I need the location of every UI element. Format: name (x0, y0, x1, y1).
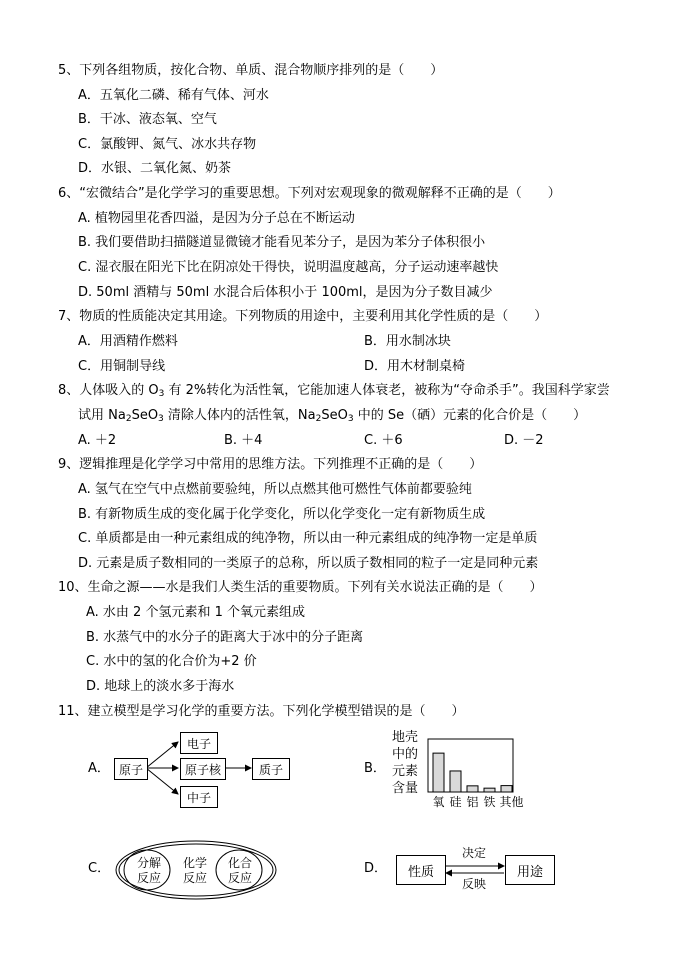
q5-option-a: A．五氧化二磷、稀有气体、河水 (78, 88, 269, 103)
chemical-reaction-text: 化学 反应 (182, 856, 207, 885)
atom-box: 原子 (114, 758, 148, 780)
q8-stem-line1: 8、人体吸入的 $O_3$ 有 2%转化为活性氧，它能加速人体衰老，被称为“夺命杀手”。我国科学家尝 (58, 383, 610, 399)
q8-stem-line2: 试用 $Na_2SeO_3$ 清除人体内的活性氧，$Na_2SeO_3$ 中的 Se（硒）元素的化合价是（ ） (78, 408, 587, 424)
use-box: 用途 (505, 855, 555, 885)
diagram-c-label: C． (88, 861, 111, 876)
q9-option-a: A. 氢气在空气中点燃前要验纯，所以点燃其他可燃性气体前都要验纯 (78, 482, 472, 497)
q8-option-d: D. －2 (504, 433, 544, 448)
q7-stem: 7、物质的性质能决定其用途。下列物质的用途中，主要利用其化学性质的是（ ） (58, 309, 548, 324)
category-label-4: 其他 (499, 795, 524, 809)
q8-option-c: C. ＋6 (364, 433, 403, 448)
arrow-atom-neutron (146, 768, 178, 794)
q10-option-b: B. 水蒸气中的水分子的距离大于冰中的分子距离 (86, 630, 364, 645)
q7-option-a: A．用酒精作燃料 (78, 334, 178, 349)
diagram-b-label: B． (364, 761, 386, 776)
reflects-text: 反映 (461, 877, 486, 891)
q6-stem: 6、“宏微结合”是化学学习的重要思想。下列对宏观现象的微观解释不正确的是（ ） (58, 186, 561, 201)
electron-box: 电子 (180, 732, 218, 754)
q9-option-d: D. 元素是质子数相同的一类原子的总称，所以质子数相同的粒子一定是同种元素 (78, 556, 539, 571)
category-label-0: 氧 (432, 795, 445, 809)
q6-option-a: A. 植物园里花香四溢，是因为分子总在不断运动 (78, 211, 355, 226)
q8-option-b: B. ＋4 (224, 433, 263, 448)
proton-box: 质子 (252, 758, 290, 780)
q10-option-d: D. 地球上的淡水多于海水 (86, 679, 235, 694)
q8-option-a: A. ＋2 (78, 433, 117, 448)
category-label-3: 铁 (483, 795, 496, 809)
q6-option-c: C. 湿衣服在阳光下比在阴凉处干得快，说明温度越高，分子运动速率越快 (78, 260, 499, 275)
decomposition-text: 分解 反应 (136, 856, 161, 885)
determines-text: 决定 (461, 846, 486, 860)
q7-option-c: C．用铜制导线 (78, 359, 166, 374)
q6-option-d: D. 50ml 酒精与 50ml 水混合后体积小于 100ml，是因为分子数目减少 (78, 285, 493, 300)
q7-option-b: B．用水制冰块 (364, 334, 451, 349)
bar-4 (501, 786, 512, 792)
q10-stem: 10、生命之源——水是我们人类生活的重要物质。下列有关水说法正确的是（ ） (58, 580, 543, 595)
combination-text: 化合 反应 (227, 856, 252, 885)
bar-0 (433, 753, 444, 792)
property-box: 性质 (396, 855, 446, 885)
arrow-atom-electron (146, 742, 178, 768)
diagram-d-label: D． (364, 861, 388, 876)
q9-stem: 9、逻辑推理是化学学习中常用的思维方法。下列推理不正确的是（ ） (58, 457, 483, 472)
q10-option-c: C. 水中的氢的化合价为+2 价 (86, 654, 257, 669)
bar-3 (484, 788, 495, 792)
q5-stem: 5、下列各组物质，按化合物、单质、混合物顺序排列的是（ ） (58, 63, 444, 78)
chart-ylabel: 地壳中的元素含量 (392, 730, 419, 796)
category-label-2: 铝 (466, 795, 479, 809)
q9-option-b: B. 有新物质生成的变化属于化学变化，所以化学变化一定有新物质生成 (78, 507, 486, 522)
q5-option-c: C．氯酸钾、氮气、冰水共存物 (78, 137, 257, 152)
q6-option-b: B. 我们要借助扫描隧道显微镜才能看见苯分子，是因为苯分子体积很小 (78, 235, 486, 250)
diagram-a-label: A． (88, 761, 110, 776)
q11-stem: 11、建立模型是学习化学的重要方法。下列化学模型错误的是（ ） (58, 704, 465, 719)
bar-2 (467, 786, 478, 792)
q10-option-a: A. 水由 2 个氢元素和 1 个氧元素组成 (86, 605, 306, 620)
bar-1 (450, 771, 461, 792)
q5-option-d: D．水银、二氧化氮、奶茶 (78, 161, 232, 176)
category-label-1: 硅 (449, 795, 462, 809)
q7-option-d: D．用木材制桌椅 (364, 359, 466, 374)
q5-option-b: B．干冰、液态氧、空气 (78, 112, 217, 127)
q9-option-c: C. 单质都是由一种元素组成的纯净物，所以由一种元素组成的纯净物一定是单质 (78, 531, 538, 546)
nucleus-box: 原子核 (180, 758, 226, 780)
diagram-b-chart (425, 738, 524, 810)
neutron-box: 中子 (180, 786, 218, 808)
